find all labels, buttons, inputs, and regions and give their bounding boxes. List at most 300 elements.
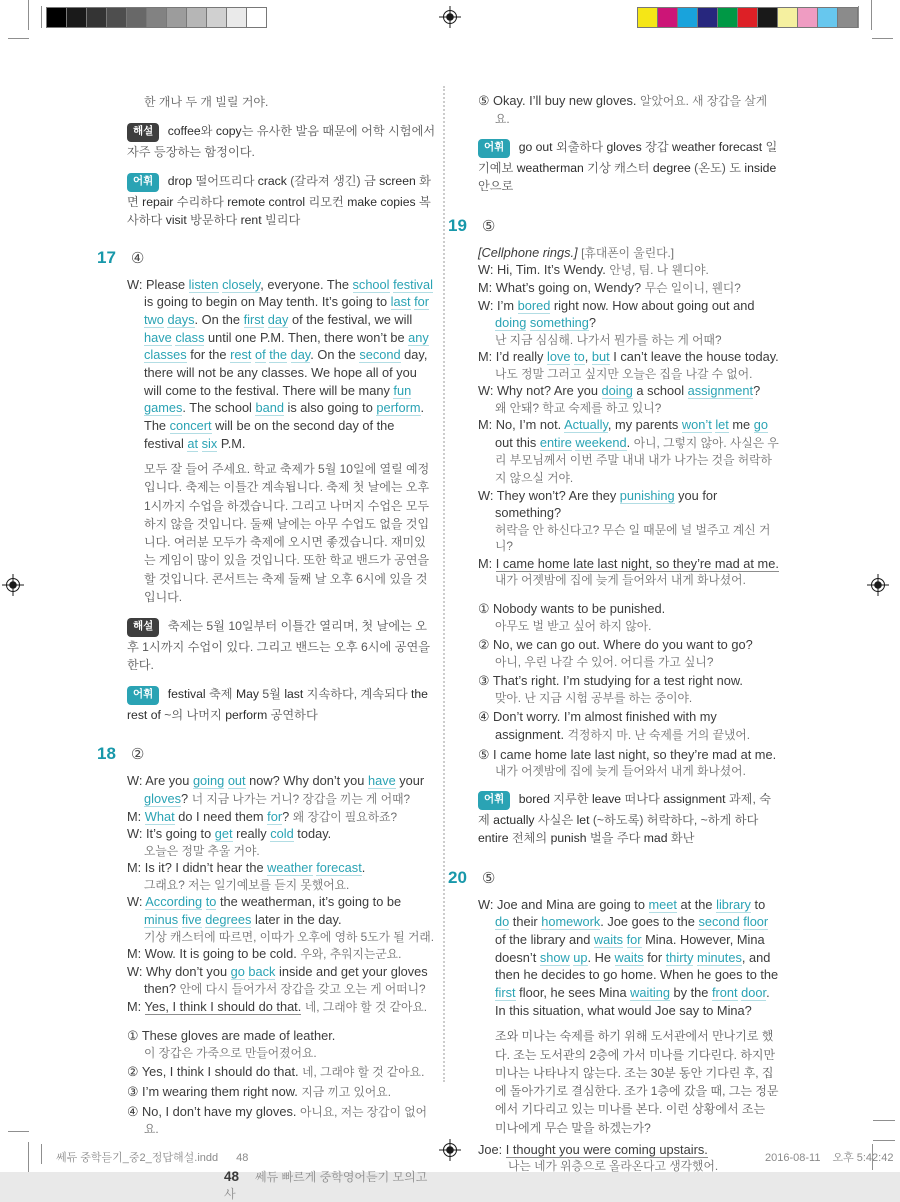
korean-translation: 맞아. 난 지금 시험 공부를 하는 중이야. [495,690,693,705]
dialogue-line [478,261,779,279]
keyword: assignment [687,383,754,399]
keyword: for [267,808,283,824]
keyword: love [547,349,571,365]
speaker-label: Joe: [478,1141,503,1157]
speaker-label: ⑤ [478,93,490,108]
keyword: have [144,329,172,345]
keyword: something [529,315,589,331]
english-text: No, I’m not. Actually, my parents won’t let me go out this entire weekend. [495,417,768,450]
keyword: to [574,349,585,365]
speaker-label: W: [478,262,494,278]
keyword: floor [743,914,769,930]
korean-translation: 내가 어젯밤에 집에 늦게 들어와서 내게 화나셨어. [495,573,746,588]
speaker-label: ④ [127,1103,139,1119]
indd-page-number: 48 [236,1152,249,1164]
vocab-term: mad [643,831,668,846]
question-20-heading [448,868,779,888]
keyword: days [167,311,195,327]
vocab-term: bored [518,792,550,807]
keyword: day [267,311,289,327]
listening-script [127,276,436,453]
answer-choice: ⑤ [481,869,496,887]
vocab-term: make copies [347,195,416,210]
keyword: second [698,914,740,930]
crop-mark [873,1140,895,1141]
dialogue-line [127,998,436,1016]
dialogue-line [478,279,779,297]
korean-translation: 기상 캐스터에 따르면, 이따가 오후에 영하 5도가 될 거래. [144,929,435,944]
korean-translation: 무슨 일이니, 웬디? [644,280,741,295]
answer-underline: Yes, I think I should do that. [144,998,302,1014]
keyword: library [716,896,751,912]
keyword: show [539,949,570,965]
vocab-text: drop 떨어뜨리다 crack (갈라져 생긴) 금 screen 화면 repair 수리하다 remote control 리모컨 make copies 복사하다 visit 방문하다 rent 빌리다 [127,174,431,228]
keyword: classes [144,347,187,363]
keyword: won’t [681,417,712,433]
english-text: Why don’t you go back inside and get your gloves then? [144,963,428,997]
keyword: get [214,826,233,842]
eohwi-badge: 어휘 [478,791,510,810]
speaker-label: M: [127,808,142,824]
keyword: doing [495,315,527,331]
keyword: five [181,911,202,927]
vocab-term: weather forecast [672,140,763,155]
dialogue-line [478,244,779,262]
keyword: last [390,294,411,310]
keyword: meet [648,896,677,912]
speaker-label: M: [478,349,493,365]
speaker-label: W: [478,487,494,503]
vocab-term: leave [591,792,622,807]
keyword: games [144,400,183,416]
answer-line [478,1141,779,1175]
keyword: for [414,294,430,310]
vocab-term: perform [225,708,268,723]
keyword: festival [393,276,433,292]
keyword: punishing [619,487,675,503]
carryover-translation: 한 개나 두 개 빌릴 거야. [144,95,269,109]
english-text: According to the weatherman, it’s going to be minus five degrees later in the day. [144,894,402,927]
korean-translation: 아니, 우린 나갈 수 있어. 어디를 가고 싶니? [495,655,714,670]
keyword: Actually [564,417,608,433]
keyword: waits [593,932,624,948]
keyword: for [626,932,642,948]
right-column [448,88,779,1175]
crop-mark [8,1131,29,1132]
dialogue-line [478,416,779,487]
korean-translation: 네, 그래야 할 것 같아요. [304,999,428,1014]
color-swatch [106,7,127,28]
keyword: back [248,963,276,979]
english-text: These gloves are made of leather. [141,1028,336,1044]
explanation-text: 축제는 5월 10일부터 이틀간 열리며, 첫 날에는 오후 1시까지 수업이 있다. 그리고 밴드는 오후 6시에 공연을 한다. [127,619,431,673]
listening-script [478,896,779,1020]
keyword: to [205,894,217,910]
english-text: What’s going on, Wendy? [495,279,642,295]
question-19-heading [448,216,779,236]
keyword: weekend [575,434,627,450]
option-item [478,636,779,670]
color-swatch [677,7,698,28]
vocab-term: May [235,687,259,702]
korean-translation: 안녕, 팀. 나 웬디야. [609,263,709,278]
english-text: Joe and Mina are going to meet at the library to do their homework. Joe goes to the second floor of the library and waits for Mina. However, Mina doesn’t show up. He waits for thirty minutes, and then he decides to go home. When he goes to the first floor, he sees Mina waiting by the front door. In this situation, what would Joe say to Mina? [495,896,779,1018]
speaker-label: ④ [478,709,490,725]
keyword: minutes [697,949,742,965]
korean-translation: 너 지금 나가는 거니? 장갑을 끼는 게 어때? [191,792,411,807]
registration-mark [867,574,889,596]
option-item [478,708,779,743]
vocab-term: let [576,813,590,828]
answer-options [127,1027,436,1138]
english-text: Nobody wants to be punished. [493,601,666,617]
korean-translation: 아니, 그렇지 않아. 사실은 우리 부모님께서 이번 주말 내내 내가 나가는 것을 허락하지 않으실 거야. [495,435,779,486]
color-swatch [46,7,67,28]
korean-translation: 아무도 벌 받고 싶어 하지 않아. [495,619,652,634]
speaker-label: W: [127,826,143,842]
dialogue-line [127,945,436,963]
keyword: going [192,773,225,789]
english-text: Yes, I think I should do that. [141,1064,299,1080]
option-item [127,1083,436,1101]
korean-translation: 허락을 안 하신다고? 무슨 일 때문에 널 벌주고 계신 거니? [495,522,771,554]
korean-translation: 걱정하지 마. 난 숙제를 거의 끝냈어. [567,727,751,742]
vocab-term: punish [550,831,587,846]
vocab-term: actually [493,813,535,828]
keyword: thirty [665,949,694,965]
korean-translation: 그래요? 저는 일기예보를 듣지 못했어요. [144,878,350,892]
vocab-term: festival [167,687,206,702]
english-text [145,999,302,1015]
dialogue-line [127,963,436,998]
option-item [127,1027,436,1061]
korean-translation: 왜 안돼? 학교 숙제를 하고 있니? [495,400,662,415]
option-item [478,746,779,780]
keyword: second [359,347,401,363]
keyword: homework [541,914,601,930]
registration-mark [439,1139,461,1161]
korean-translation: 이 장갑은 가죽으로 만들어졌어요. [144,1046,317,1061]
question-number: 17 [97,247,116,267]
speaker-label: ① [127,1028,139,1044]
dialogue-script [478,244,779,589]
color-swatch [146,7,167,28]
page-number: 48 [224,1169,240,1184]
korean-translation: 내가 어젯밤에 집에 늦게 들어와서 내게 화나셨어. [495,764,746,779]
option-item [478,672,779,706]
keyword: concert [169,417,212,433]
english-text: Why not? Are you doing a school assignment? [496,383,761,399]
keyword: minus [144,911,179,927]
keyword: go [753,417,768,433]
color-swatch [717,7,738,28]
color-calibration-bar [638,7,858,28]
keyword: entire [539,434,572,450]
english-text: Wow. It is going to be cold. [144,945,297,961]
dialogue-line [478,555,779,589]
explanation-note [127,617,436,674]
keyword: fun [393,382,412,398]
color-swatch [246,7,267,28]
answer-underline: I thought you were coming upstairs. [505,1141,708,1157]
model-answer-line [478,1141,779,1175]
vocab-term: drop [167,174,193,189]
color-swatch [126,7,147,28]
option-item [478,92,779,127]
print-date: 2016-08-11 [765,1152,821,1164]
question-number: 18 [97,744,116,764]
keyword: front [711,985,738,1001]
color-swatch [777,7,798,28]
color-swatch [226,7,247,28]
keyword: school [352,276,390,292]
stage-direction: [Cellphone rings.] [478,244,578,260]
korean-translation: 지금 끼고 있어요. [301,1085,391,1100]
vocab-term: rent [240,213,262,228]
keyword: first [495,985,516,1001]
question-17-heading [97,248,436,268]
vocab-text: go out 외출하다 gloves 장갑 weather forecast 일기예보 weatherman 기상 캐스터 degree (온도) 도 inside 안으로 [478,140,778,194]
keyword: weather [267,860,313,876]
vocab-term: remote control [227,195,306,210]
crop-mark [28,0,29,30]
korean-translation: 안에 다시 들어가서 장갑을 갖고 오는 게 어떠니? [179,982,426,997]
english-text [496,556,779,572]
vocab-note [478,138,779,195]
color-swatch [66,7,87,28]
speaker-label: M: [478,279,493,295]
vocab-note [127,685,436,724]
korean-translation: 알았어요. 새 장갑을 살게요. [495,94,768,126]
keyword: door [741,985,767,1001]
vocab-term: inside [744,161,777,176]
book-title: 쎄듀 빠르게 중학영어듣기 모의고사 [224,1170,428,1201]
crop-mark [8,38,29,39]
korean-translation: 왜 장갑이 필요하죠? [292,809,398,824]
keyword: class [175,329,205,345]
keyword: According [145,894,203,910]
korean-translation: 우와, 추워지는군요. [300,946,402,961]
english-text: That’s right. I’m studying for a test right now. [492,673,743,689]
english-text: I’m wearing them right now. [142,1084,298,1100]
answer-choice: ⑤ [481,217,496,235]
vocab-term: degree [652,161,691,176]
question-number: 19 [448,215,467,235]
vocab-term: last [284,687,304,702]
speaker-label: W: [127,894,143,910]
keyword: gloves [144,791,181,807]
dialogue-line [127,893,436,945]
english-text: No, I don’t have my gloves. [142,1103,297,1119]
keyword: cold [270,826,294,842]
dialogue-line [127,825,436,859]
speaker-label: M: [127,945,142,961]
crop-mark [873,1120,895,1121]
speaker-label: ③ [478,673,490,689]
speaker-label: M: [127,998,142,1014]
english-text [478,245,578,260]
speaker-label: M: [127,860,142,876]
korean-translation: [휴대폰이 울린다.] [581,245,675,260]
speaker-label: ② [127,1064,139,1080]
keyword: at [187,435,199,451]
keyword: let [715,417,729,433]
crop-mark [858,6,859,28]
english-text: I’d really love to, but I can’t leave the house today. [495,349,779,365]
keyword: out [227,773,246,789]
english-text: I came home late last night, so they’re mad at me. [493,746,777,762]
dialogue-line [127,808,436,826]
keyword: rest [230,347,252,363]
grayscale-calibration-bar [47,7,267,28]
dialogue-script [127,772,436,1015]
vocab-term: visit [165,213,187,228]
speaker-label: W: [127,276,143,292]
color-swatch [697,7,718,28]
vocab-term: coffee [167,124,201,139]
vocab-term: weatherman [516,161,584,176]
answer-options [478,600,779,779]
dialogue-line [478,382,779,416]
color-swatch [757,7,778,28]
speaker-label: ⑤ [478,746,490,762]
keyword: bored [517,297,551,313]
english-text: Don’t worry. I’m almost finished with my assignment. [493,709,717,742]
keyword: of [254,347,266,363]
korean-translation: 아니요, 저는 장갑이 없어요. [144,1104,428,1137]
dialogue-line [127,772,436,807]
keyword: doing [601,383,633,399]
haeseol-badge: 해설 [127,618,159,637]
script-line [127,276,436,453]
indd-file-info [56,1149,248,1165]
speaker-label: M: [478,555,493,571]
keyword: closely [222,276,261,292]
vocab-text: festival 축제 May 5월 last 지속하다, 계속되다 the rest of ~의 나머지 perform 공연하다 [127,687,428,723]
korean-translation: 오늘은 정말 추울 거야. [144,844,260,859]
vocab-term: entire [478,831,509,846]
answer-underline: I came home late last night, so they’re mad at me. [495,555,779,571]
korean-translation: 나는 네가 위층으로 올라온다고 생각했어. [508,1159,719,1174]
english-text: No, we can go out. Where do you want to go? [493,637,753,653]
keyword: degrees [205,911,252,927]
keyword: forecast [316,860,362,876]
keyword: waits [614,949,644,965]
dialogue-line [127,859,436,893]
english-text: Is it? I didn’t hear the weather forecast. [144,860,366,876]
english-text: Are you going out now? Why don’t you have your gloves? [144,773,425,807]
vocab-note [127,172,436,229]
korean-translation-paragraph: 모두 잘 들어 주세요. 학교 축제가 5월 10일에 열릴 예정입니다. 축제는 이틀간 계속됩니다. 축제 첫 날에는 오후 1시까지 수업을 하겠습니다. 그리고 나머지 수업은 모두 하지 않을 것입니다. 둘째 날에는 아무 수업도 없을 것입니다. 여러분 모두가 축제에 오시면 좋겠습니다. 재미있는 게임이 많이 있을 것입니다. 또한 학교 밴드가 공연을 할 것입니다. 콘서트는 축제 둘째 날 오후 6시에 있을 것입니다. [144,462,430,604]
korean-translation: 나도 정말 그러고 싶지만 오늘은 집을 나갈 수 없어. [495,366,753,381]
crop-mark [872,38,893,39]
korean-translation-paragraph: 조와 미나는 숙제를 하기 위해 도서관에서 만나기로 했다. 조는 도서관의 2층에 가서 미나를 기다린다. 하지만 미나는 나타나지 않는다. 조는 30분 동안 기다린 후, 집에 돌아가기로 결심한다. 조가 1층에 갔을 때, 그는 정문에서 기다리고 있는 미나를 본다. 이런 상황에서 조는 미나에게 무슨 말을 하겠는가? [495,1029,779,1135]
crop-mark [41,1144,42,1164]
question-number: 20 [448,867,467,887]
speaker-label: W: [127,963,143,979]
keyword: but [591,349,610,365]
keyword: any [408,329,429,345]
speaker-label: M: [478,417,493,433]
answer-choice: ② [130,746,145,764]
vocab-term: copy [215,124,242,139]
eohwi-badge: 어휘 [478,139,510,158]
question-17 [97,247,436,725]
keyword: two [144,311,164,327]
keyword: first [243,311,265,327]
english-text: Okay. I’ll buy new gloves. [493,93,637,108]
vocab-term: crack [257,174,287,189]
dialogue-line [478,487,779,555]
question-18 [97,744,436,1138]
english-text: I’m bored right now. How about going out and doing something? [495,297,755,331]
vocab-term: assignment [663,792,726,807]
dialogue-line [478,297,779,349]
keyword: listen [188,276,219,292]
korean-translation: 네, 그래야 할 것 같아요. [302,1065,425,1080]
color-swatch [86,7,107,28]
english-text: What do I need them for? [144,808,290,824]
explanation-note [127,122,436,161]
korean-translation: 난 지금 심심해. 나가서 뭔가를 하는 게 어때? [495,332,722,347]
color-swatch [166,7,187,28]
keyword: six [201,435,218,451]
vocab-term: go out [518,140,553,155]
color-swatch [637,7,658,28]
color-swatch [797,7,818,28]
registration-mark [2,574,24,596]
eohwi-badge: 어휘 [127,686,159,705]
speaker-label: ② [478,637,490,653]
keyword: the [269,347,288,363]
explanation-text: coffee와 copy는 유사한 발음 때문에 어학 시험에서 자주 등장하는 함정이다. [127,124,436,159]
english-text: They won’t? Are they punishing you for something? [495,487,718,521]
keyword: band [255,400,284,416]
color-swatch [837,7,858,28]
eohwi-badge: 어휘 [127,173,159,192]
script-line [478,896,779,1020]
page-footer [224,1168,436,1202]
english-text: It’s going to get really cold today. [145,826,332,842]
print-time: 오후 5:42:42 [832,1152,894,1164]
vocab-note [478,790,779,847]
keyword: go [230,963,245,979]
crop-mark [871,0,872,30]
keyword: perform [376,400,421,416]
keyword: waiting [630,985,670,1001]
speaker-label: W: [478,383,494,399]
question-20 [448,867,779,1175]
keyword: have [367,773,396,789]
option-item [127,1063,436,1081]
crop-mark [28,1142,29,1172]
speaker-label: ① [478,601,490,617]
color-swatch [206,7,227,28]
keyword: do [495,914,510,930]
question-18-heading [97,744,436,764]
answer-options-continued [478,92,779,127]
keyword: What [144,808,175,824]
question-19 [448,215,779,848]
answer-choice: ④ [130,249,145,267]
speaker-label: W: [127,773,143,789]
haeseol-badge: 해설 [127,123,159,142]
keyword: day [290,347,311,363]
vocab-term: repair [142,195,174,210]
speaker-label: ③ [127,1084,139,1100]
color-swatch [817,7,838,28]
print-timestamp [765,1149,893,1165]
